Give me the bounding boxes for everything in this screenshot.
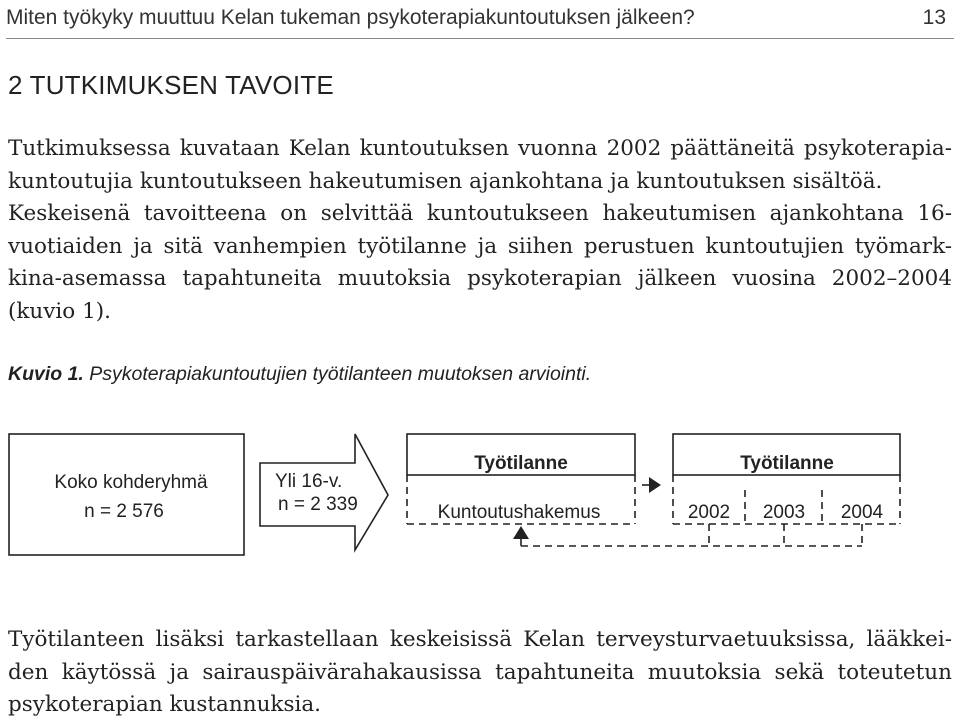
- running-title: Miten työkyky muuttuu Kelan tukeman psykoterapiakuntoutuksen jälkeen?: [6, 6, 695, 29]
- paragraph-line: Työtilanteen lisäksi tarkastellaan keskeisissä Kelan terveysturvaetuuksissa, lääkkei-: [8, 627, 952, 652]
- figure-caption-text: Psykoterapiakuntoutujien työtilanteen muutoksen arviointi.: [83, 363, 592, 385]
- paragraph-line: kuntoutujia kuntoutukseen hakeutumisen ajankohtana ja kuntoutuksen sisältöä.: [8, 168, 883, 194]
- paragraph-objectives: [8, 133, 952, 328]
- paragraph-line: kina-asemassa tapahtuneita muutoksia psykoterapian jälkeen vuosina 2002–2004: [8, 266, 952, 291]
- arrow-up-icon: [513, 526, 529, 539]
- paragraph-line: Tutkimuksessa kuvataan Kelan kuntoutuksen vuonna 2002 päättäneitä psykoterapia-: [8, 136, 952, 161]
- paragraph-line: den käytössä ja sairauspäivärahakausissa tapahtuneita muutoksia sekä toteutetun: [8, 659, 952, 685]
- work-situation-years-title: Työtilanne: [740, 453, 834, 474]
- over-16-count: n = 2 339: [278, 494, 358, 515]
- arrow-right-icon: [649, 477, 661, 493]
- application-label: Kuntoutushakemus: [437, 502, 601, 523]
- section-heading: 2 TUTKIMUKSEN TAVOITE: [8, 70, 334, 100]
- target-group-box: [9, 434, 244, 555]
- year-2003: 2003: [762, 502, 806, 523]
- figure-caption: [8, 363, 591, 386]
- figure-caption-label: Kuvio 1.: [8, 363, 84, 385]
- figure-diagram: [0, 420, 960, 590]
- work-situation-title: Työtilanne: [474, 453, 568, 474]
- over-16-arrow-shape: [260, 434, 388, 550]
- paragraph-additional: [8, 624, 952, 722]
- year-2004: 2004: [840, 502, 884, 523]
- target-group-label: Koko kohderyhmä: [54, 472, 208, 493]
- paragraph-line: (kuvio 1).: [8, 298, 111, 324]
- page-header: [6, 0, 954, 40]
- paragraph-line: Keskeisenä tavoitteena on selvittää kuntoutukseen hakeutumisen ajankohtana 16-: [8, 201, 952, 226]
- paragraph-line: psykoterapian kustannuksia.: [8, 692, 322, 717]
- year-2002: 2002: [687, 502, 731, 523]
- header-rule: [6, 38, 954, 39]
- paragraph-line: vuotiaiden ja sitä vanhempien työtilanne ja siihen perustuen kuntoutujien työmark-: [8, 233, 952, 259]
- target-group-count: n = 2 576: [84, 501, 164, 522]
- page-number: 13: [922, 6, 946, 29]
- over-16-label: Yli 16-v.: [275, 471, 343, 492]
